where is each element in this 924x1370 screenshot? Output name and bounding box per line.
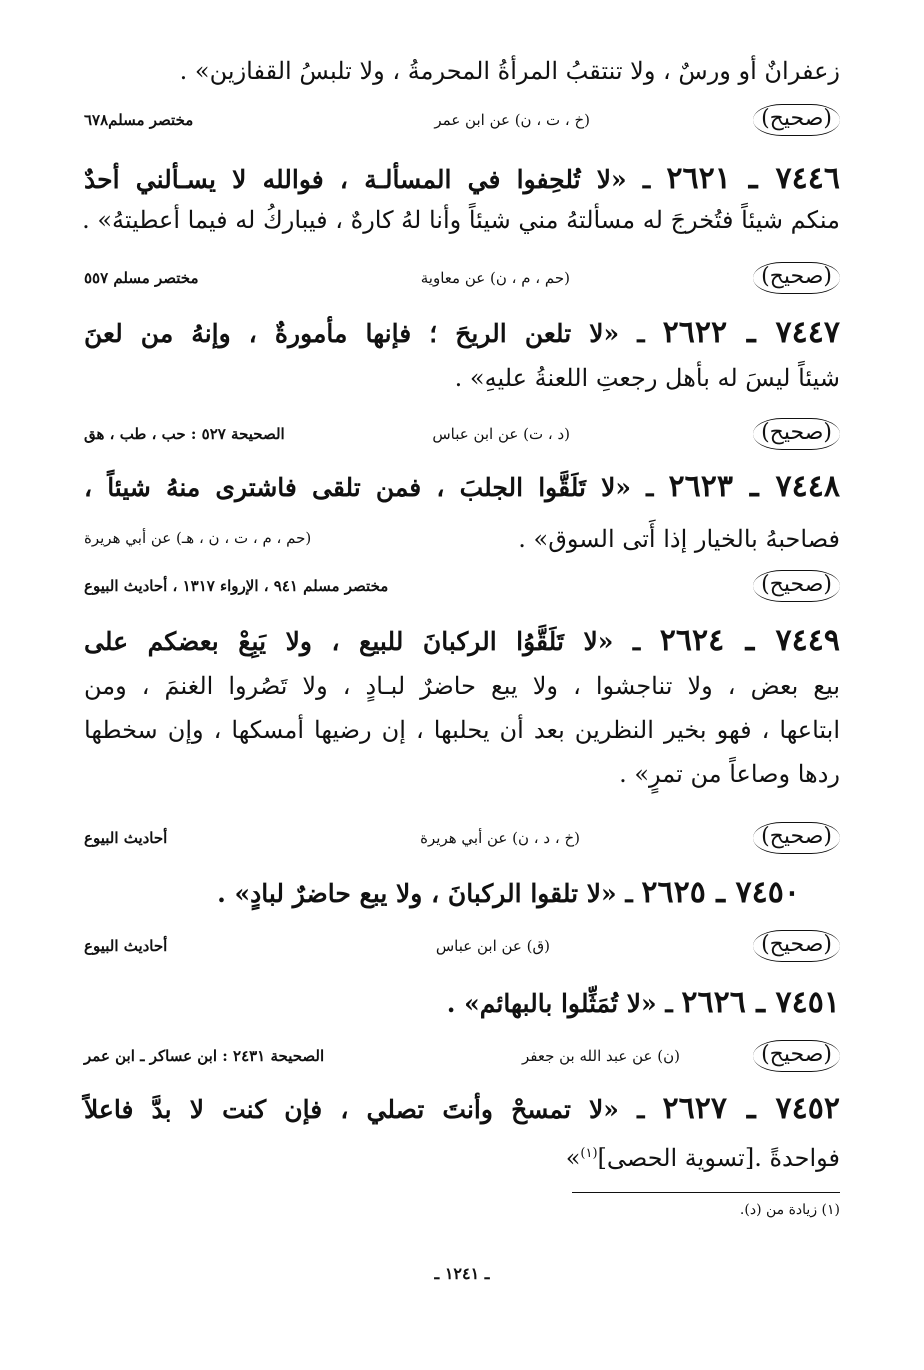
hadith-block — [84, 985, 840, 1020]
hadith-block — [84, 875, 800, 910]
narrators: (حم ، م ، ن) عن معاوية — [420, 269, 570, 287]
grade-badge: (صحيح) — [753, 1040, 840, 1072]
grade-badge: (صحيح) — [753, 262, 840, 294]
hadith-text-line: ٧٤٤٩ ـ ٢٦٢٤ ـ «لا تَلَقَّوُا الركبانَ للبيع ، ولا يَبِعْ بعضكم على — [84, 623, 840, 658]
reference: مختصر مسلم ٩٤١ ، الإرواء ١٣١٧ ، أحاديث البيوع — [84, 577, 389, 595]
reference: مختصر مسلم٦٧٨ — [84, 111, 194, 129]
narrators: (حم ، م ، ت ، ن ، هـ) عن أبي هريرة — [84, 529, 312, 547]
footnote: (١) زيادة من (د). — [739, 1202, 840, 1218]
source-row — [84, 822, 840, 858]
hadith-number: ٧٤٤٦ ـ ٢٦٢١ — [666, 161, 840, 196]
hadith-text-line: ٧٤٥١ ـ ٢٦٢٦ ـ «لا تُمَثِّلوا بالبهائم» . — [446, 985, 840, 1020]
hadith-number: ٧٤٥٢ ـ ٢٦٢٧ — [662, 1091, 840, 1126]
hadith-block — [84, 315, 840, 393]
narrators: (خ ، د ، ن) عن أبي هريرة — [420, 829, 580, 847]
hadith-text-line: فصاحبهُ بالخيار إذا أَتى السوق» . — [518, 525, 840, 553]
source-row — [84, 104, 840, 140]
footnote-divider — [572, 1192, 840, 1193]
hadith-text-line: شيئاً ليسَ له بأهل رجعتِ اللعنةُ عليهِ» . — [454, 364, 840, 392]
narrators: (ق) عن ابن عباس — [435, 937, 550, 955]
hadith-text-line: ٧٤٤٨ ـ ٢٦٢٣ ـ «لا تَلَقَّوا الجلبَ ، فمن تلقى فاشترى منهُ شيئاً ، — [84, 469, 840, 504]
hadith-block — [84, 56, 840, 86]
narrators: (ن) عن عبد الله بن جعفر — [522, 1047, 680, 1065]
hadith-text-line: ٧٤٥٢ ـ ٢٦٢٧ ـ «لا تمسحْ وأنتَ تصلي ، فإن كنت لا بدَّ فاعلاً — [84, 1091, 840, 1126]
hadith-number: ٧٤٥١ ـ ٢٦٢٦ — [681, 985, 840, 1020]
reference: مختصر مسلم ٥٥٧ — [84, 269, 199, 287]
reference: أحاديث البيوع — [84, 937, 168, 955]
hadith-block — [84, 623, 840, 789]
hadith-number: ٧٤٤٨ ـ ٢٦٢٣ — [668, 469, 840, 504]
grade-badge: (صحيح) — [753, 418, 840, 450]
reference: الصحيحة ٥٢٧ : حب ، طب ، هق — [84, 425, 285, 443]
page-number: ـ ١٢٤١ ـ — [434, 1264, 490, 1283]
grade-badge: (صحيح) — [753, 570, 840, 602]
source-row — [84, 262, 840, 298]
hadith-text-line: فواحدةً .[تسوية الحصى]$^{(١)}$» — [565, 1144, 840, 1172]
narrators: (خ ، ت ، ن) عن ابن عمر — [434, 111, 590, 129]
hadith-number: ٧٤٤٧ ـ ٢٦٢٢ — [662, 315, 840, 350]
hadith-text-line: بيع بعض ، ولا تناجشوا ، ولا يبع حاضرٌ لبـادٍ ، ولا تَصُروا الغنمَ ، ومن — [84, 672, 840, 700]
source-row — [84, 930, 840, 966]
hadith-text-line: ٧٤٤٦ ـ ٢٦٢١ ـ «لا تُلحِفوا في المسألـة ، فوالله لا يسـألني أحدٌ — [84, 161, 840, 196]
source-row — [84, 418, 840, 454]
hadith-number: ٧٤٥٠ ـ ٢٦٢٥ — [641, 875, 800, 910]
hadith-number: ٧٤٤٩ ـ ٢٦٢٤ — [659, 623, 840, 658]
grade-badge: (صحيح) — [753, 822, 840, 854]
source-row — [84, 1040, 840, 1076]
hadith-text-line: زعفرانٌ أو ورسٌ ، ولا تنتقبُ المرأةُ المحرمةُ ، ولا تلبسُ القفازين» . — [179, 57, 840, 85]
hadith-block — [82, 161, 840, 235]
hadith-text-line: ردها وصاعاً من تمرٍ» . — [619, 760, 840, 788]
hadith-block — [84, 1091, 840, 1173]
grade-badge: (صحيح) — [753, 104, 840, 136]
hadith-line-with-narrators — [84, 524, 840, 558]
reference: الصحيحة ٢٤٣١ : ابن عساكر ـ ابن عمر — [84, 1047, 325, 1065]
source-row — [84, 570, 840, 606]
hadith-text-line: ٧٤٤٧ ـ ٢٦٢٢ ـ «لا تلعن الريحَ ؛ فإنها مأمورةٌ ، وإنهُ من لعنَ — [84, 315, 840, 350]
reference: أحاديث البيوع — [84, 829, 168, 847]
grade-badge: (صحيح) — [753, 930, 840, 962]
hadith-text-line: ٧٤٥٠ ـ ٢٦٢٥ ـ «لا تلقوا الركبانَ ، ولا يبع حاضرٌ لبادٍ» . — [217, 875, 800, 910]
hadith-text-line: ابتاعها ، فهو بخير النظرين بعد أن يحلبها ، إن رضيها أمسكها ، وإن سخطها — [84, 716, 840, 744]
narrators: (د ، ت) عن ابن عباس — [432, 425, 570, 443]
hadith-block — [84, 469, 840, 504]
footnote-marker: (١) — [580, 1146, 598, 1161]
hadith-text-line: منكم شيئاً فتُخرجَ له مسألتهُ مني شيئاً وأنا لهُ كارهٌ ، فيباركُ له فيما أعطيتهُ» . — [82, 206, 840, 234]
